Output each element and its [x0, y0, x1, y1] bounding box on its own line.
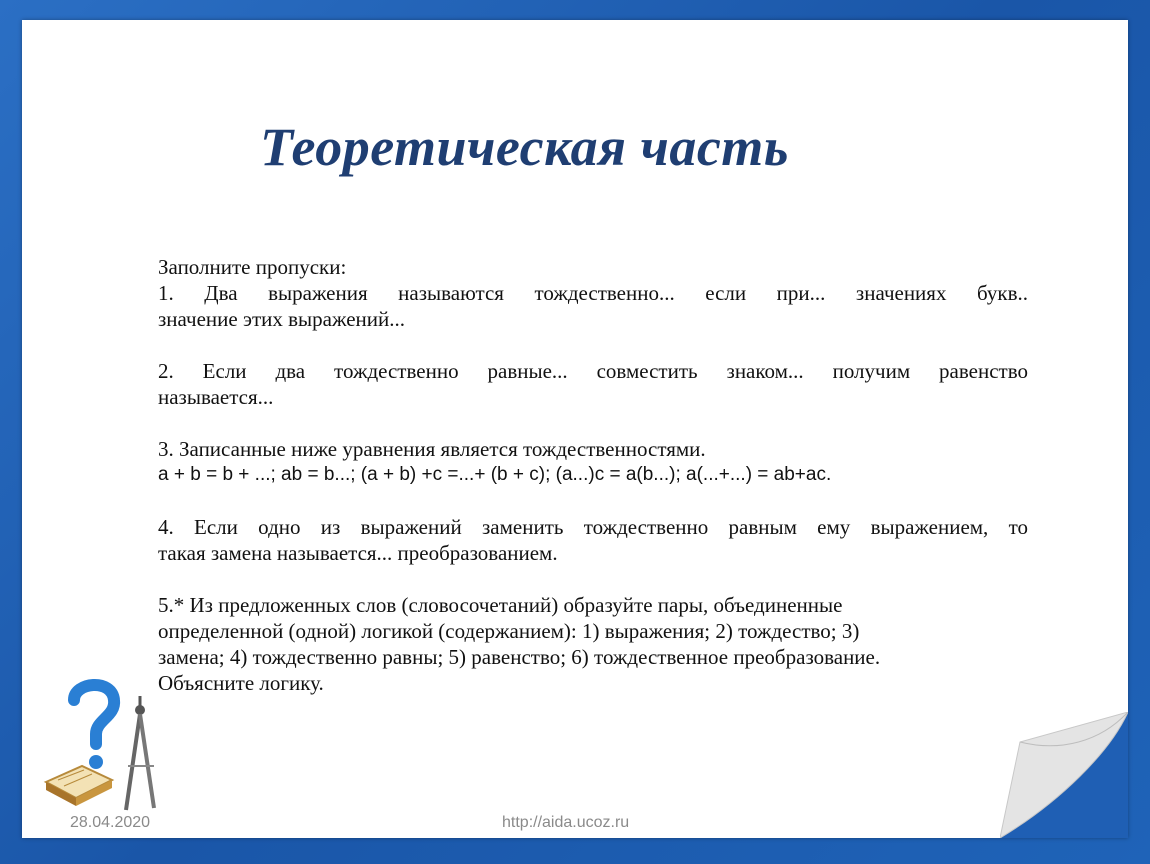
item-4-line-1: 4. Если одно из выражений заменить тождественно равным ему выражением, то	[158, 515, 1028, 539]
slide-title: Теоретическая часть	[260, 117, 789, 177]
compass-icon	[126, 696, 154, 810]
page-curl	[1000, 712, 1128, 838]
item-5-line-2: определенной (одной) логикой (содержанием): 1) выражения; 2) тождество; 3)	[158, 619, 860, 643]
intro-text: Заполните пропуски:	[158, 255, 347, 279]
item-2-line-1: 2. Если два тождественно равные... совместить знаком... получим равенство	[158, 359, 1028, 383]
slide-content	[158, 254, 1028, 696]
book-icon	[46, 766, 112, 806]
item-2-line-2: называется...	[158, 385, 274, 409]
footer-url[interactable]: http://aida.ucoz.ru	[502, 814, 630, 831]
item-5-line-4: Объясните логику.	[158, 671, 324, 695]
clipart-group	[42, 670, 172, 820]
item-5-line-1: 5.* Из предложенных слов (словосочетаний) образуйте пары, объединенные	[158, 593, 843, 617]
question-mark-icon	[74, 685, 114, 769]
item-3-formula: a + b = b + ...; ab = b...; (a + b) +c =...+ (b + c); (a...)c = a(b...); a(...+...) = ab+ac.	[158, 464, 832, 485]
item-4-line-2: такая замена называется... преобразованием.	[158, 541, 558, 565]
item-3-line-1: 3. Записанные ниже уравнения является тождественностями.	[158, 437, 706, 461]
item-1-line-2: значение этих выражений...	[158, 307, 405, 331]
item-1-line-1: 1. Два выражения называются тождественно... если при... значениях букв..	[158, 281, 1028, 305]
footer-date: 28.04.2020	[70, 814, 151, 831]
slide-page	[22, 20, 1128, 838]
item-5-line-3: замена; 4) тождественно равны; 5) равенство; 6) тождественное преобразование.	[158, 645, 881, 669]
